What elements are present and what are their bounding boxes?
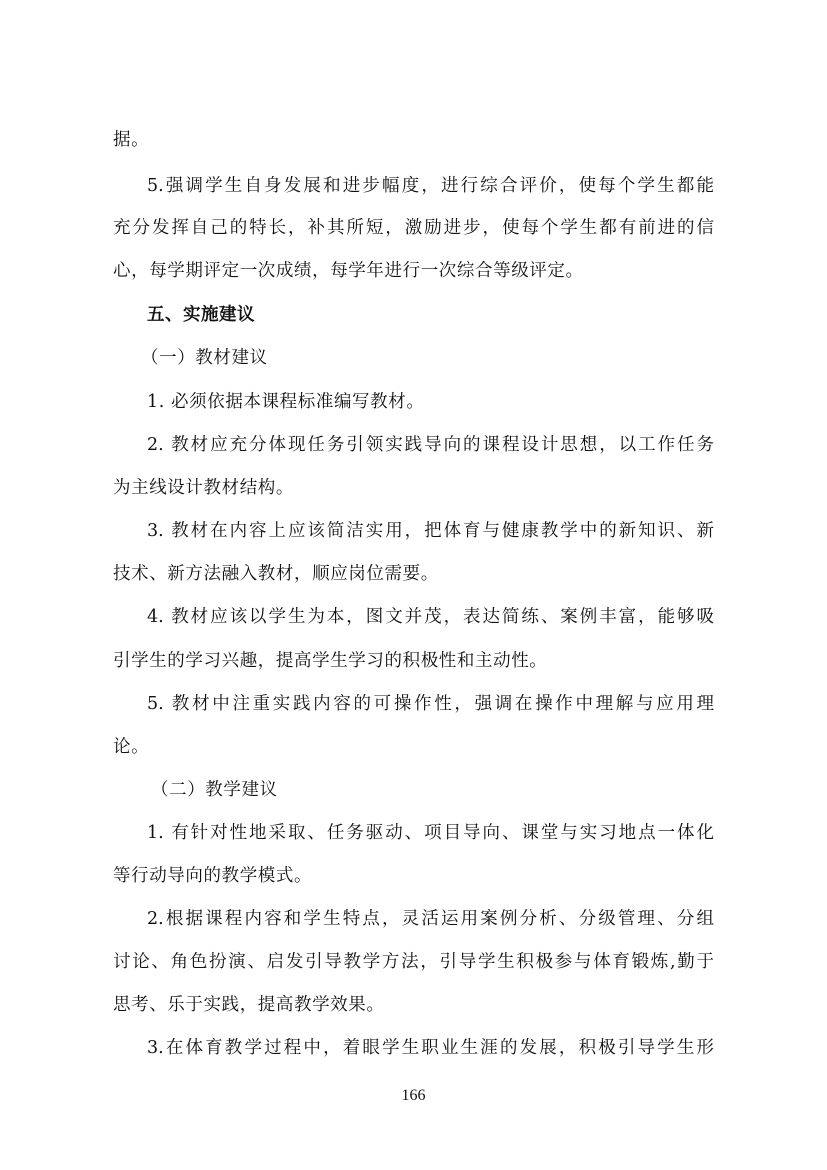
text-line: 5. 教材中注重实践内容的可操作性，强调在操作中理解与应用理 (147, 694, 714, 714)
text-line: 论。 (113, 737, 150, 757)
text-line: 4. 教材应该以学生为本，图文并茂，表达简练、案例丰富，能够吸 (147, 607, 714, 627)
subsection-heading: （二）教学建议 (151, 780, 278, 800)
text-line: 引学生的学习兴趣，提高学生学习的积极性和主动性。 (113, 651, 548, 671)
text-line: 等行动导向的教学模式。 (113, 866, 313, 886)
section-heading: 五、实施建议 (147, 305, 255, 325)
page-number: 166 (401, 1087, 426, 1104)
subsection-heading: （一）教材建议 (141, 348, 268, 368)
text-line: 据。 (113, 130, 150, 150)
text-line: 3.在体育教学过程中，着眼学生职业生涯的发展，积极引导学生形 (147, 1038, 714, 1058)
text-line: 讨论、角色扮演、启发引导教学方法，引导学生积极参与体育锻炼,勤于 (113, 952, 714, 972)
text-line: 5.强调学生自身发展和进步幅度，进行综合评价，使每个学生都能 (147, 176, 714, 196)
text-line: 2.根据课程内容和学生特点，灵活运用案例分析、分级管理、分组 (147, 909, 714, 929)
text-line: 技术、新方法融入教材，顺应岗位需要。 (113, 564, 439, 584)
text-line: 1. 有针对性地采取、任务驱动、项目导向、课堂与实习地点一体化 (147, 823, 714, 843)
text-line: 2. 教材应充分体现任务引领实践导向的课程设计思想，以工作任务 (147, 435, 714, 455)
text-line: 心，每学期评定一次成绩，每学年进行一次综合等级评定。 (113, 261, 584, 281)
text-line: 1. 必须依据本课程标准编写教材。 (147, 392, 425, 412)
text-line: 为主线设计教材结构。 (113, 478, 294, 498)
text-line: 充分发挥自己的特长，补其所短，激励进步，使每个学生都有前进的信 (113, 218, 714, 238)
text-line: 3. 教材在内容上应该简洁实用，把体育与健康教学中的新知识、新 (147, 521, 714, 541)
text-line: 思考、乐于实践，提高教学效果。 (113, 995, 385, 1015)
